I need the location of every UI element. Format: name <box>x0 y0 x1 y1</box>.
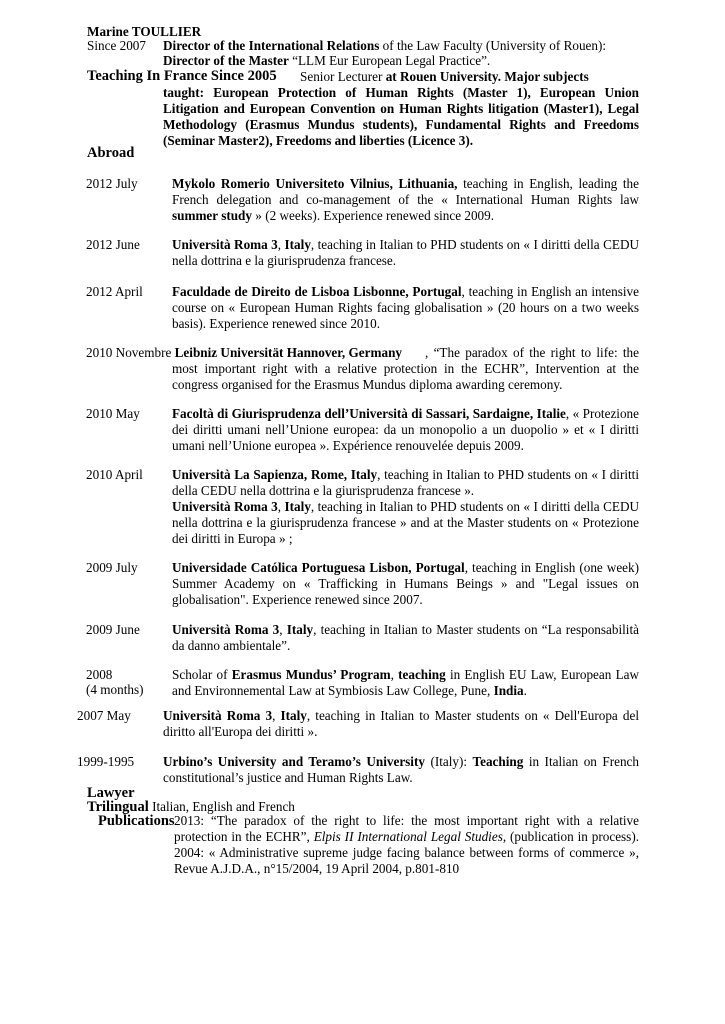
entry-bold: Italy <box>280 708 307 723</box>
entry-date: 2009 July <box>86 560 138 575</box>
entry-text <box>172 406 639 454</box>
master-title: Director of the Master <box>163 53 289 68</box>
entry-institution: Università Roma 3 <box>172 622 280 637</box>
entry-institution: Erasmus Mundus’ Program <box>231 667 391 682</box>
entry-institution: Universidade Católica Portuguesa Lisbon, Portugal <box>172 560 465 575</box>
entry-desc: Scholar of <box>172 667 232 682</box>
entry-desc: , teaching in Italian to Master students on « Dell'Europa del diritto all'Europa dei diritti ». <box>163 708 639 739</box>
since-label: Since 2007 <box>87 38 146 53</box>
publications-label: Publications <box>98 813 175 829</box>
entry-desc: , “The paradox of the right to life: the most important right with a relative protection in the ECHR”, Intervention at the congress organised for the Erasmus Mundus diploma awarding ceremony. <box>172 345 639 392</box>
entry-text <box>172 667 639 699</box>
entry-institution: Urbino’s University and Teramo’s University <box>163 754 425 769</box>
entry-institution: Leibniz Universität Hannover, Germany <box>174 345 402 360</box>
entry-text <box>172 176 639 224</box>
entry-desc: , teaching in Italian to PHD students on « I diritti della CEDU nella dottrina e la giurisprudenza francese ». <box>172 467 640 498</box>
entry-bold: Italy <box>286 622 314 637</box>
abroad-heading: Abroad <box>87 145 135 161</box>
entry-date: 2010 Novembre <box>86 345 172 360</box>
master-line <box>163 53 490 69</box>
entry-desc: , <box>279 622 287 637</box>
entry-desc: . <box>523 683 527 698</box>
author-name: Marine TOULLIER <box>87 24 202 39</box>
entry-bold: Italy <box>284 237 311 252</box>
entry-bold: India <box>493 683 524 698</box>
entry-date: 2010 April <box>86 467 143 482</box>
entry-text <box>172 622 639 654</box>
pub-text: 2013: “The paradox of the right to life: the most important right with a relative protection in the ECHR”, <box>174 813 639 844</box>
lawyer-heading: Lawyer <box>87 785 135 801</box>
director-title: Director of the International Relations <box>163 38 380 53</box>
entry-text <box>172 499 639 547</box>
entry-text <box>172 284 639 332</box>
trilingual-label: Trilingual <box>87 799 149 815</box>
role-bold: at Rouen University. Major subjects <box>385 69 589 84</box>
entry-desc: , teaching in Italian to PHD students on « I diritti della CEDU nella dottrina e la giurisprudenza francese. <box>172 237 639 268</box>
director-line <box>163 38 606 54</box>
entry-desc: , <box>390 667 399 682</box>
entry-desc: in Italian on French constitutional’s justice and Human Rights Law. <box>163 754 639 785</box>
entry-institution: Faculdade de Direito de Lisboa Lisbonne, Portugal <box>172 284 462 299</box>
pub-text: , (publication in process). 2004: « Administrative supreme judge facing balance between forms of commerce », Revue A.J.D.A., n°15/2004, 19 April 2004, p.801-810 <box>174 829 640 876</box>
entry-desc: , <box>277 499 285 514</box>
entry-institution: Università Roma 3 <box>172 237 278 252</box>
entry-date: 2012 June <box>86 237 140 252</box>
entry-text <box>172 467 639 499</box>
entry-date: 2012 April <box>86 284 143 299</box>
entry-desc: , « Protezione dei diritti umani nell’Unione europea: da un monopolio a un duopolio » et « I diritti umani nell’Unione europea ». Expérience renouvelée depuis 2009. <box>172 406 639 453</box>
entry-bold: Teaching <box>472 754 524 769</box>
entry-desc: in English EU Law, European Law and Environnemental Law at Symbiosis Law College, Pune, <box>172 667 639 698</box>
entry-desc: , <box>272 708 281 723</box>
entry-text-cont <box>172 345 639 393</box>
entry-date: 2007 May <box>77 708 131 723</box>
entry-bold: summer study <box>172 208 252 223</box>
entry-date: 2008 <box>86 667 113 682</box>
entry-desc: (Italy): <box>424 754 473 769</box>
entry-date: 1999-1995 <box>77 754 135 769</box>
entry-desc: , teaching in Italian to Master students on “La responsabilità da danno ambientale”. <box>172 622 639 653</box>
entry-text <box>172 237 639 269</box>
entry-institution: Mykolo Romerio Universiteto Vilnius, Lithuania, <box>172 176 458 191</box>
role-text: Senior Lecturer <box>300 69 386 84</box>
entry-date: 2012 July <box>86 176 138 191</box>
teaching-france-body: taught: European Protection of Human Rights (Master 1), European Union Litigation and European Convention on Human Rights litigation (Master1), Legal Methodology (Erasmus Mundus students), Fundamental Rights and Freedoms (Seminar Master2), Freedoms and liberties (Licence 3). <box>163 85 639 148</box>
entry-date: 2009 June <box>86 622 140 637</box>
teaching-france-heading: Teaching In France Since 2005 <box>87 68 277 84</box>
entry-text <box>163 754 639 786</box>
entry-text <box>172 560 639 608</box>
teaching-france-role <box>300 69 640 85</box>
entry-institution: Università Roma 3 <box>163 708 273 723</box>
entry-date-duration: (4 months) <box>86 682 144 697</box>
entry-bold: Italy <box>284 499 311 514</box>
entry-institution: Facoltà di Giurisprudenza dell’Università di Sassari, Sardaigne, Italie <box>172 406 566 421</box>
entry-desc: , teaching in English (one week) Summer Academy on « Trafficking in Humans Beings » and "Legal issues on globalisation". Experience renewed since 2007. <box>172 560 640 607</box>
entry-desc: » (2 weeks). Experience renewed since 2009. <box>252 208 495 223</box>
entry-desc: , <box>277 237 285 252</box>
pub-journal: Elpis II International Legal Studies <box>313 829 503 844</box>
director-rest: of the Law Faculty (University of Rouen): <box>379 38 607 53</box>
entry-desc: , teaching in Italian to PHD students on « I diritti della CEDU nella dottrina e la giurisprudenza francese » and at the Master students on « Protezione dei diritti in Europa » ; <box>172 499 639 546</box>
publications-text <box>174 813 639 877</box>
entry-institution: Università Roma 3 <box>172 499 278 514</box>
master-rest: “LLM Eur European Legal Practice”. <box>288 53 491 68</box>
entry-desc: , teaching in English an intensive course on « European Human Rights facing globalisation » (20 hours on a two weeks basis). Experience renewed since 2010. <box>172 284 639 331</box>
entry-desc: teaching in English, leading the French delegation and co-management of the « International Human Rights law <box>172 176 639 207</box>
entry-text <box>163 708 639 740</box>
entry-bold: teaching <box>398 667 446 682</box>
entry-institution: Università La Sapienza, Rome, Italy <box>172 467 378 482</box>
trilingual-text: Italian, English and French <box>148 799 295 814</box>
entry-date: 2010 May <box>86 406 140 421</box>
